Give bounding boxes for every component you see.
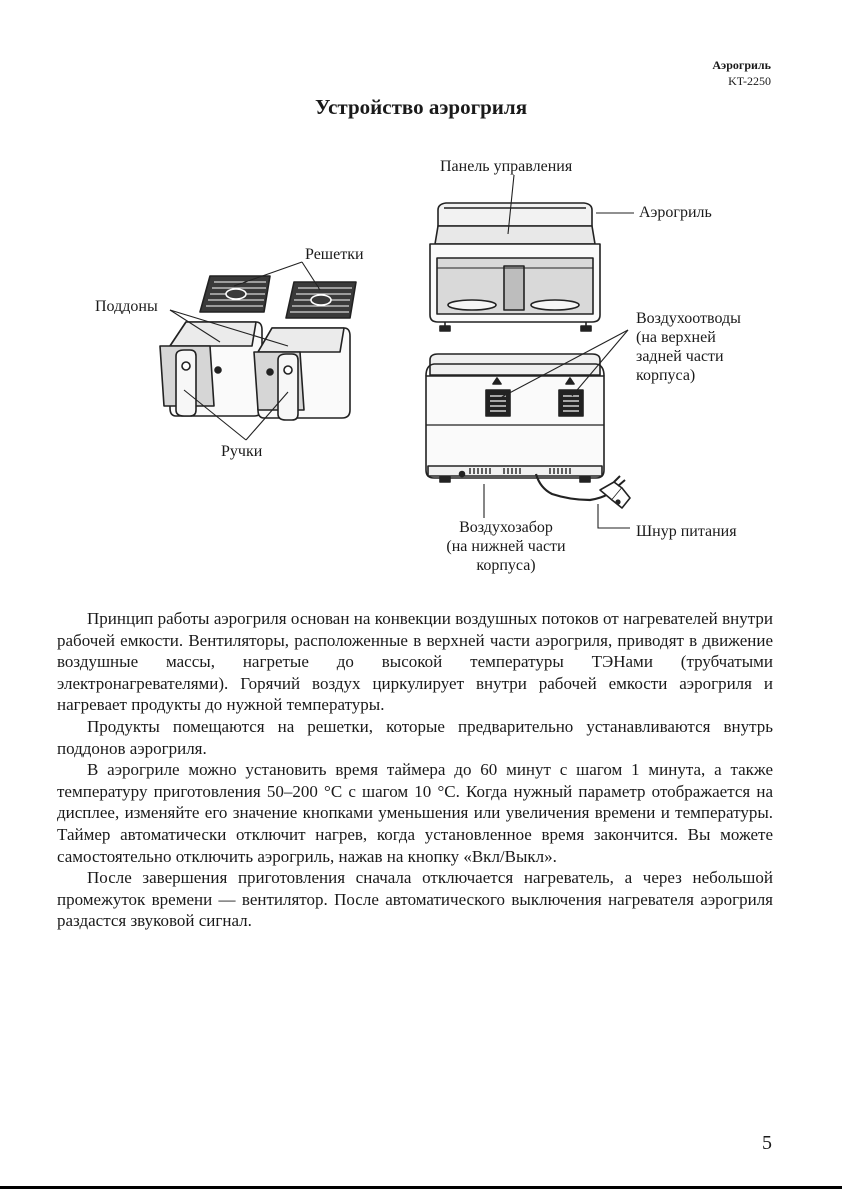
label-racks: Решетки (305, 246, 364, 263)
header-model: KT-2250 (728, 74, 771, 88)
racks-illustration (200, 276, 356, 318)
label-power-cord: Шнур питания (636, 523, 737, 540)
air-grill-rear-illustration (426, 354, 604, 482)
trays-illustration (160, 322, 350, 420)
label-trays: Поддоны (95, 298, 158, 315)
page-title: Устройство аэрогриля (314, 95, 528, 119)
label-air-intake-line3: корпуса) (476, 557, 536, 574)
label-air-vents-line2: (на верхней (636, 329, 716, 346)
label-air-vents-line1: Воздухоотводы (636, 310, 741, 327)
paragraph-1: Принцип работы аэрогриля основан на конвекции воздушных потоков от нагревателей внутри рабочей емкости. Вентиляторы, расположенные в верхней части аэрогриля, приводят в движение воздушные массы, нагретые до высокой температуры ТЭНами (трубчатыми электронагревателями). Горячий воздух циркулирует внутри рабочей емкости аэрогриля и нагревает продукты до нужной температуры. (57, 609, 773, 715)
air-grill-front-illustration (430, 203, 600, 331)
body-text (57, 608, 773, 932)
paragraph-2: Продукты помещаются на решетки, которые предварительно устанавливаются внутрь поддонов аэрогриля. (57, 716, 773, 758)
label-air-vents-line4: корпуса) (636, 367, 696, 384)
label-air-vents (636, 309, 741, 385)
label-air-intake (433, 518, 579, 575)
page-number: 5 (762, 1132, 772, 1154)
label-control-panel: Панель управления (440, 158, 573, 175)
label-air-vents-line3: задней части (636, 348, 724, 365)
header-product: Аэрогриль (712, 58, 771, 72)
paragraph-3: В аэрогриле можно установить время таймера до 60 минут с шагом 1 минута, а также температуру приготовления 50–200 °C с шагом 10 °C. Когда нужный параметр отображается на дисплее, изменяйте его значение кнопками уменьшения или увеличения времени и температуры. Таймер автоматически отключит нагрев, когда установленное время закончится. Вы можете самостоятельно отключить аэрогриль, нажав на кнопку «Вкл/Выкл». (57, 760, 773, 866)
label-air-grill: Аэрогриль (639, 204, 712, 221)
label-handles: Ручки (221, 443, 263, 460)
label-air-intake-line1: Воздухозабор (459, 519, 553, 536)
label-air-intake-line2: (на нижней части (446, 538, 566, 555)
paragraph-4: После завершения приготовления сначала отключается нагреватель, а через небольшой промежуток времени — вентилятор. После автоматического выключения нагревателя аэрогриля раздастся звуковой сигнал. (57, 868, 773, 931)
